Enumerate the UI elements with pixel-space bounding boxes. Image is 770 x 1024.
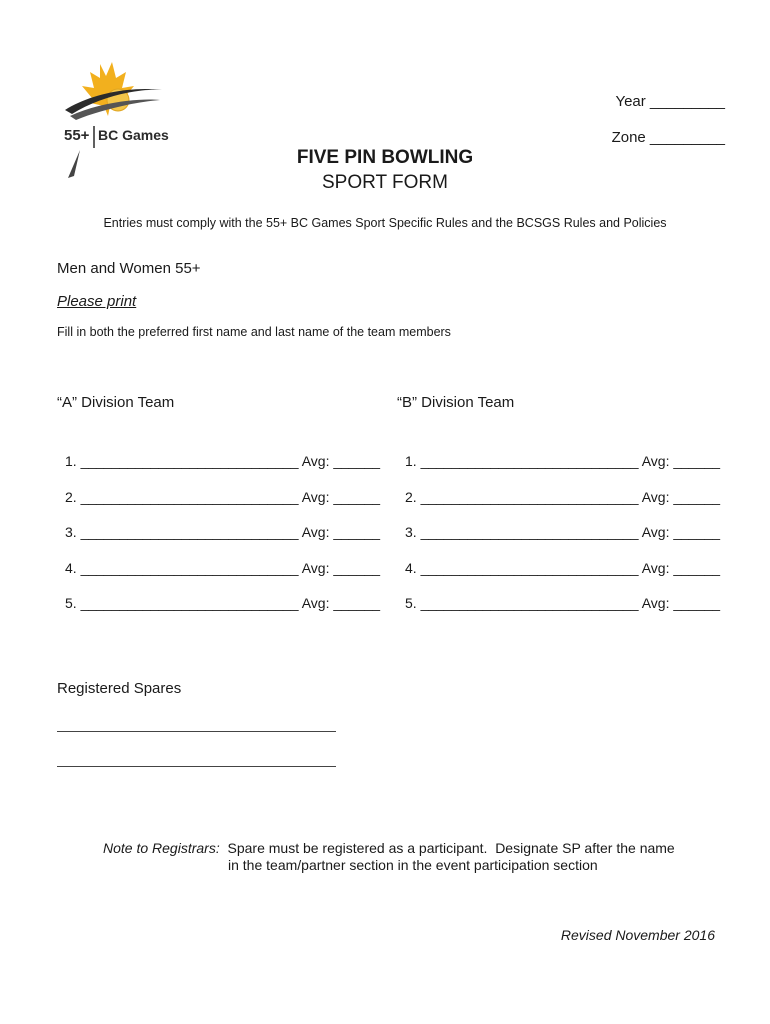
division-b-row-4[interactable]: 4. ____________________________ Avg: ______ xyxy=(405,560,721,576)
division-b-row-5[interactable]: 5. ____________________________ Avg: ______ xyxy=(405,595,721,611)
spare-line-2[interactable] xyxy=(57,766,336,767)
division-a-row-5[interactable]: 5. ____________________________ Avg: ______ xyxy=(65,595,381,611)
instruction-text: Fill in both the preferred first name and last name of the team members xyxy=(57,325,451,339)
division-a-title: “A” Division Team xyxy=(57,394,175,411)
eligibility-text: Men and Women 55+ xyxy=(57,260,201,277)
note-line-2: in the team/partner section in the event participation section xyxy=(228,857,598,873)
compliance-note: Entries must comply with the 55+ BC Games Sport Specific Rules and the BCSGS Rules and Policies xyxy=(103,216,667,230)
logo-text-55: 55+ xyxy=(64,127,90,144)
please-print-text: Please print xyxy=(57,293,137,310)
division-b-row-1[interactable]: 1. ____________________________ Avg: ______ xyxy=(405,453,721,469)
revision-date: Revised November 2016 xyxy=(560,927,715,943)
division-a-row-2[interactable]: 2. ____________________________ Avg: ______ xyxy=(65,489,381,505)
division-b-title: “B” Division Team xyxy=(397,394,515,411)
spares-title: Registered Spares xyxy=(57,680,182,697)
division-a-row-4[interactable]: 4. ____________________________ Avg: ______ xyxy=(65,560,381,576)
note-line-1: Spare must be registered as a participant. Designate SP after the name xyxy=(219,840,675,856)
zone-field[interactable]: Zone _________ xyxy=(611,129,725,146)
year-field[interactable]: Year _________ xyxy=(615,93,725,110)
division-a-row-1[interactable]: 1. ____________________________ Avg: ______ xyxy=(65,453,381,469)
division-a-row-3[interactable]: 3. ____________________________ Avg: ______ xyxy=(65,524,381,540)
spare-line-1[interactable] xyxy=(57,731,336,732)
division-b-row-3[interactable]: 3. ____________________________ Avg: ______ xyxy=(405,524,721,540)
page-title: FIVE PIN BOWLING xyxy=(296,147,474,168)
registrar-note xyxy=(103,840,675,857)
division-b-row-2[interactable]: 2. ____________________________ Avg: ______ xyxy=(405,489,721,505)
logo-text-bc: BC Games xyxy=(98,127,169,143)
page-subtitle: SPORT FORM xyxy=(322,172,448,193)
note-label: Note to Registrars: xyxy=(103,840,220,856)
